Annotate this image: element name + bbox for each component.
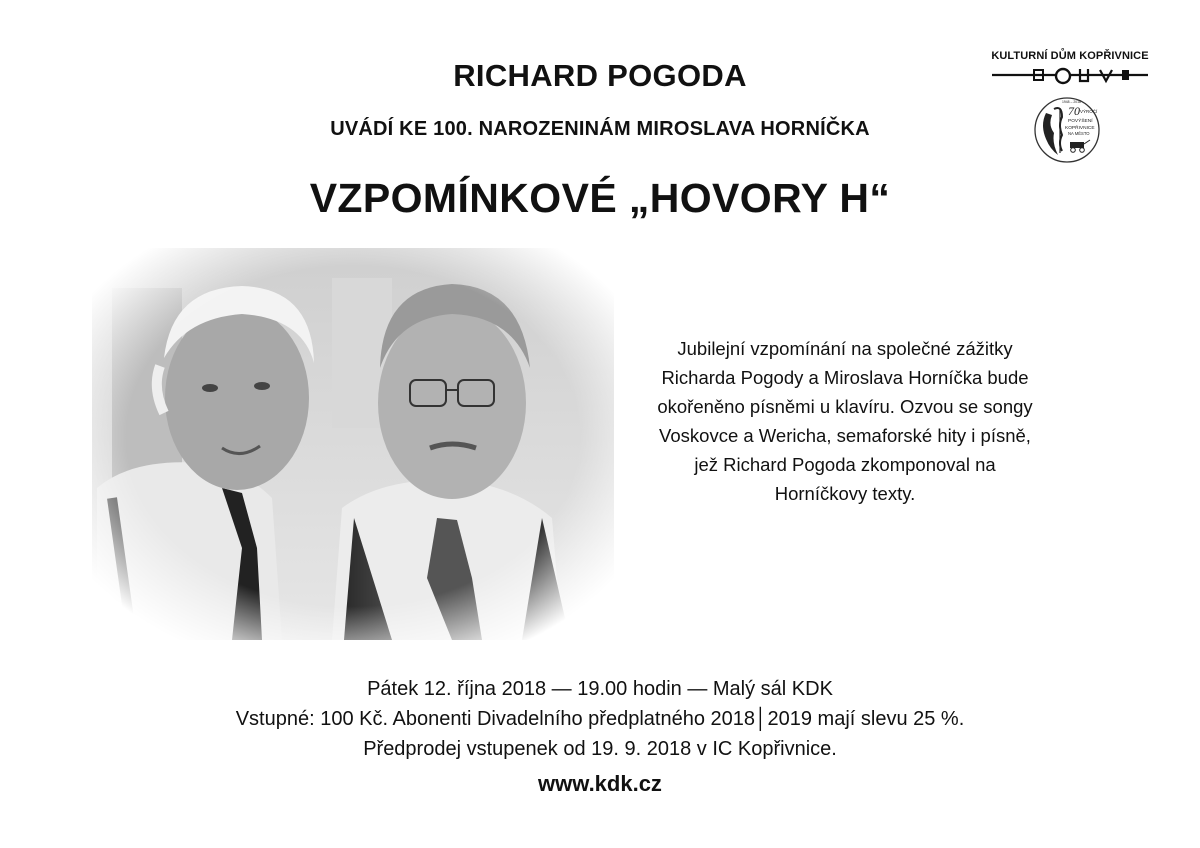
seal-line-2: POVÝŠENÍ bbox=[1068, 119, 1093, 124]
event-subtitle: UVÁDÍ KE 100. NAROZENINÁM MIROSLAVA HORNÍČKA bbox=[330, 118, 870, 140]
seal-line-1: VÝROČÍ bbox=[1080, 109, 1098, 114]
event-date-time-venue: Pátek 12. října 2018 — 19.00 hodin — Malý sál KDK bbox=[367, 678, 833, 700]
logo-name: KULTURNÍ DŮM KOPŘIVNICE bbox=[991, 50, 1149, 62]
ticket-price-info: Vstupné: 100 Kč. Abonenti Divadelního předplatného 2018│2019 mají slevu 25 %. bbox=[235, 708, 965, 730]
presale-info: Předprodej vstupenek od 19. 9. 2018 v IC Kopřivnice. bbox=[363, 738, 837, 760]
website-link[interactable]: www.kdk.cz bbox=[538, 771, 662, 796]
anniversary-seal-icon bbox=[1032, 95, 1102, 165]
logo-mark-icon bbox=[990, 66, 1150, 88]
portrait-photo bbox=[92, 248, 614, 640]
event-description: Jubilejní vzpomínání na společné zážitky Richarda Pogody a Miroslava Horníčka bude okořeněno písněmi u klavíru. Ozvou se songy Voskovce a Wericha, semaforské hity i písně, jež Richard Pogoda zkomponoval na Horníčkovy texty. bbox=[657, 338, 1033, 504]
kdk-logo bbox=[990, 50, 1150, 170]
seal-line-4: NA MĚSTO bbox=[1068, 131, 1090, 136]
presenter-heading: RICHARD POGODA bbox=[453, 58, 747, 93]
event-title: VZPOMÍNKOVÉ „HOVORY H“ bbox=[309, 175, 891, 221]
seal-number: 70 bbox=[1068, 104, 1080, 118]
seal-line-3: KOPŘIVNICE bbox=[1065, 126, 1095, 131]
seal-years: 1948 – 2018 bbox=[1062, 100, 1081, 104]
